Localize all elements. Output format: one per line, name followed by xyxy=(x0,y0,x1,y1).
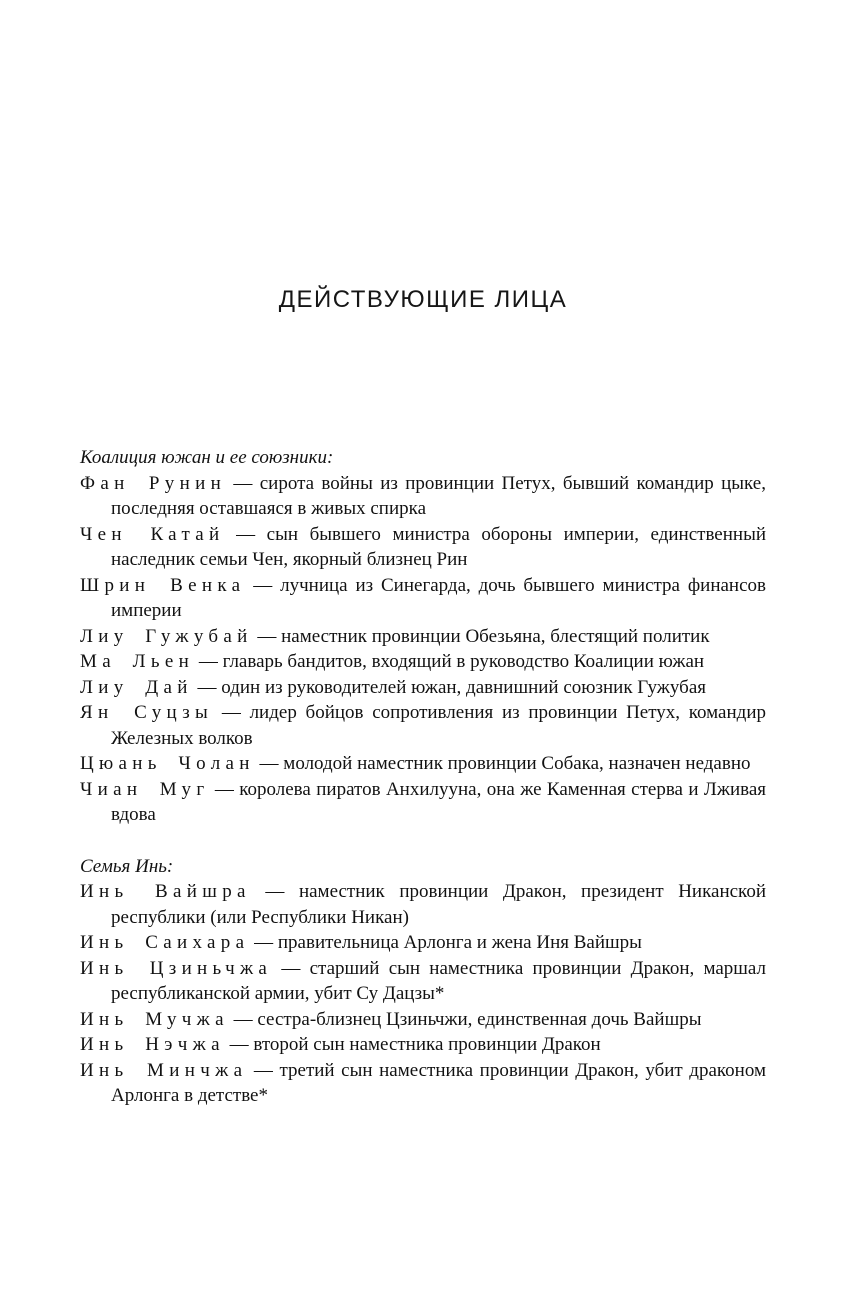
character-name: Цюань Чолан xyxy=(80,753,255,774)
character-name: Фан Рунин xyxy=(80,472,227,494)
character-name: Шрин Венка xyxy=(80,574,246,596)
character-name: Ян Суцзы xyxy=(80,702,214,723)
character-entry xyxy=(80,649,766,675)
character-description: — правительница Арлонга и жена Иня Вайшры xyxy=(254,932,642,953)
character-name: Инь Вайшра xyxy=(80,881,251,902)
section-southern-coalition xyxy=(80,445,766,828)
section-heading: Коалиция южан и ее союзники: xyxy=(80,447,334,468)
character-name: Лиу Гужубай xyxy=(80,625,253,647)
character-description: — наместник провинции Обезьяна, блестящий политик xyxy=(257,625,710,647)
character-description: — наместник провинции Дракон, президент Никанской республики (или Республики Никан) xyxy=(111,881,766,928)
character-description: — королева пиратов Анхилууна, она же Каменная стерва и Лживая вдова xyxy=(111,778,767,825)
character-description: — третий сын наместника провинции Дракон, убит драконом Арлонга в детстве* xyxy=(111,1059,766,1106)
character-name: Ма Льен xyxy=(80,651,195,672)
character-entry xyxy=(80,930,766,956)
page-title: ДЕЙСТВУЮЩИЕ ЛИЦА xyxy=(278,286,568,313)
section-heading: Семья Инь: xyxy=(80,855,174,877)
character-description: — главарь бандитов, входящий в руководство Коалиции южан xyxy=(198,651,705,672)
character-description: — старший сын наместника провинции Дракон, маршал республиканской армии, убит Су Дацзы* xyxy=(111,957,767,1004)
character-entry xyxy=(80,471,766,522)
character-description: — молодой наместник провинции Собака, назначен недавно xyxy=(259,753,751,774)
character-entry xyxy=(80,777,766,828)
character-entry xyxy=(80,879,766,930)
character-name: Инь Саихара xyxy=(80,932,250,953)
text-block xyxy=(80,0,766,1109)
character-description: — второй сын наместника провинции Дракон xyxy=(229,1034,601,1055)
character-name: Инь Мучжа xyxy=(80,1008,229,1030)
character-description: — сирота войны из провинции Петух, бывший командир цыке, последняя оставшаяся в живых спирка xyxy=(111,472,766,519)
character-entry xyxy=(80,751,766,777)
character-entry xyxy=(80,956,766,1007)
character-name: Инь Нэчжа xyxy=(80,1034,225,1055)
character-name: Чен Катай xyxy=(80,523,225,545)
character-description: — один из руководителей южан, давнишний союзник Гужубая xyxy=(197,676,707,698)
character-entry xyxy=(80,624,766,650)
character-name: Инь Цзиньчжа xyxy=(80,957,273,979)
character-name: Лиу Дай xyxy=(80,676,193,698)
character-entry xyxy=(80,675,766,701)
character-description: — лучница из Синегарда, дочь бывшего министра финансов империи xyxy=(111,574,766,621)
character-entry xyxy=(80,1032,766,1058)
character-name: Инь Минчжа xyxy=(80,1059,248,1081)
character-entry xyxy=(80,700,766,751)
section-yin-family xyxy=(80,854,766,1109)
character-entry xyxy=(80,1007,766,1033)
character-name: Чиан Муг xyxy=(80,778,210,800)
character-description: — сестра-близнец Цзиньчжи, единственная дочь Вайшры xyxy=(233,1008,702,1030)
character-list xyxy=(80,445,766,1109)
character-entry xyxy=(80,573,766,624)
character-description: — сын бывшего министра обороны империи, единственный наследник семьи Чен, якорный близнец Рин xyxy=(111,523,767,570)
character-entry xyxy=(80,522,766,573)
character-entry xyxy=(80,1058,766,1109)
character-description: — лидер бойцов сопротивления из провинции Петух, командир Железных волков xyxy=(111,702,766,749)
